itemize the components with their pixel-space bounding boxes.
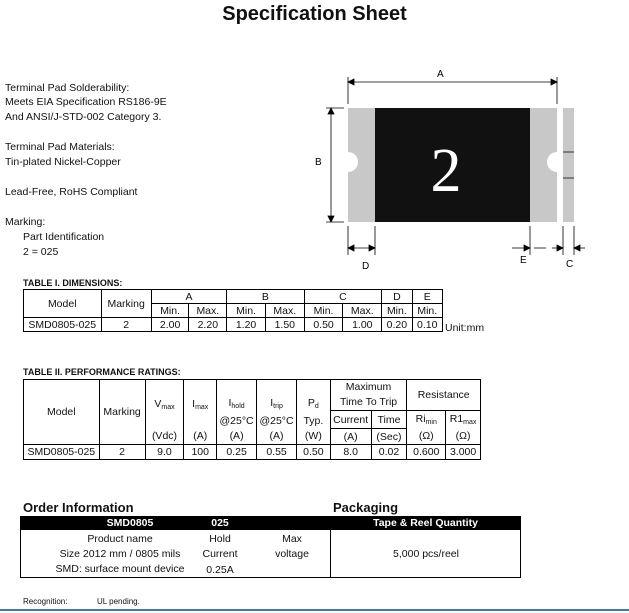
chip-side-view: [563, 108, 574, 222]
recognition-value: UL pending.: [97, 597, 140, 606]
label-a: A: [437, 69, 444, 80]
marking-title: Marking:: [5, 216, 46, 228]
left-terminal: [348, 108, 375, 222]
t2-rimin-header: $Ri_{min}$: [407, 411, 446, 429]
solderability-title: Terminal Pad Solderability:: [5, 82, 130, 94]
t1-cell: 1.00: [343, 318, 382, 332]
t1-minmax: Min.: [382, 304, 412, 318]
t2-max-time-header: Maximum Time To Trip: [330, 380, 407, 411]
t1-minmax: Min.: [412, 304, 442, 318]
t1-minmax: Min.: [304, 304, 343, 318]
t1-minmax: Max.: [265, 304, 304, 318]
t2-cell: 9.0: [145, 445, 184, 460]
order-max: Max: [282, 533, 302, 545]
table-row: [24, 445, 481, 460]
t2-cell: 8.0: [330, 445, 371, 460]
t2-unit: (Ω): [446, 429, 481, 445]
t1-minmax: Max.: [189, 304, 227, 318]
order-smd: SMD: surface mount device: [55, 563, 185, 575]
t2-ihold-header: $I_{hold}$ @25°C: [217, 380, 257, 429]
dimension-e: [512, 226, 546, 255]
order-code: SMD0805: [106, 517, 154, 529]
solderability-line-1: Meets EIA Specification RS186-9E: [5, 96, 167, 108]
t2-cell: 100: [184, 445, 217, 460]
marking-value: 2 = 025: [23, 246, 59, 258]
label-d: D: [362, 261, 370, 272]
t2-cell: 2: [99, 445, 145, 460]
t2-unit: (Vdc): [145, 429, 184, 445]
t2-unit: (Sec): [371, 429, 407, 445]
packaging-heading: Packaging: [333, 500, 399, 515]
leadfree-text: Lead-Free, RoHS Compliant: [5, 186, 138, 198]
label-b: B: [315, 157, 322, 168]
t2-itrip-header: $I_{trip}$ @25°C: [257, 380, 297, 429]
t2-cell: 3.000: [446, 445, 481, 460]
order-size: Size 2012 mm / 0805 mils: [59, 548, 181, 560]
t1-group-b: B: [227, 290, 305, 304]
right-terminal: [530, 108, 557, 222]
table2-caption: TABLE II. PERFORMANCE RATINGS:: [23, 367, 181, 377]
packaging-quantity: 5,000 pcs/reel: [393, 548, 459, 560]
performance-table: [23, 379, 481, 460]
chip-marking: 2: [430, 137, 462, 205]
order-hold: Hold: [209, 533, 231, 545]
t2-marking-header: Marking: [99, 380, 145, 445]
t1-cell: 0.50: [304, 318, 343, 332]
t2-cell: 0.600: [407, 445, 446, 460]
t2-unit: (A): [217, 429, 257, 445]
page-title: Specification Sheet: [222, 3, 407, 25]
order-heading: Order Information: [23, 500, 134, 515]
t1-cell: 1.50: [265, 318, 304, 332]
dimensions-table: [23, 289, 443, 332]
label-c: C: [566, 259, 574, 270]
t2-time-header: Time: [371, 411, 407, 429]
packaging-bar-title: Tape & Reel Quantity: [373, 517, 478, 529]
order-product-name: Product name: [87, 533, 153, 545]
t1-cell: 0.20: [382, 318, 412, 332]
t2-unit: (A): [184, 429, 217, 445]
materials-title: Terminal Pad Materials:: [5, 141, 115, 153]
t1-model-header: Model: [24, 290, 102, 318]
t2-unit: (Ω): [407, 429, 446, 445]
dimension-b: [326, 108, 344, 222]
order-voltage: voltage: [275, 548, 309, 560]
t2-current-header: Current: [330, 411, 371, 429]
t2-unit: (A): [330, 429, 371, 445]
solderability-line-2: And ANSI/J-STD-002 Category 3.: [5, 111, 162, 123]
t1-group-a: A: [151, 290, 226, 304]
order-rating: 025: [211, 517, 229, 529]
label-e: E: [520, 255, 527, 266]
materials-value: Tin-plated Nickel-Copper: [5, 156, 121, 168]
footer-rule: [0, 609, 629, 611]
t2-cell: SMD0805-025: [24, 445, 100, 460]
table1-caption: TABLE I. DIMENSIONS:: [23, 278, 123, 288]
t2-cell: 0.55: [257, 445, 297, 460]
dimension-diagram: [300, 60, 629, 275]
t1-minmax: Min.: [227, 304, 266, 318]
table-row: [24, 318, 443, 332]
chip-top-view: [348, 108, 557, 222]
t2-vmax-header: $V_{max}$: [145, 380, 184, 429]
recognition-label: Recognition:: [23, 597, 68, 606]
side-body: [563, 108, 574, 222]
t2-imax-header: $I_{max}$: [184, 380, 217, 429]
t1-cell: SMD0805-025: [24, 318, 102, 332]
dimension-d: [348, 226, 375, 255]
t2-resistance-header: Resistance: [407, 380, 481, 411]
t1-cell: 0.10: [412, 318, 442, 332]
t1-group-d: D: [382, 290, 412, 304]
t2-unit: (A): [257, 429, 297, 445]
t2-cell: 0.25: [217, 445, 257, 460]
t1-group-c: C: [304, 290, 382, 304]
t1-group-e: E: [412, 290, 442, 304]
t1-minmax: Min.: [151, 304, 189, 318]
order-current: Current: [202, 548, 238, 560]
dimension-a: [348, 77, 557, 104]
t2-cell: 0.02: [371, 445, 407, 460]
t2-cell: 0.50: [297, 445, 331, 460]
unit-label: Unit:mm: [445, 322, 485, 334]
t2-pd-header: $P_d$ Typ.: [297, 380, 331, 429]
t1-minmax: Max.: [343, 304, 382, 318]
t1-cell: 2: [101, 318, 151, 332]
t1-cell: 2.20: [189, 318, 227, 332]
order-hold-value: 0.25A: [206, 564, 234, 576]
t1-marking-header: Marking: [101, 290, 151, 318]
t1-cell: 1.20: [227, 318, 266, 332]
t2-r1max-header: $R1_{max}$: [446, 411, 481, 429]
t2-unit: (W): [297, 429, 331, 445]
marking-sub: Part Identification: [23, 231, 105, 243]
t2-model-header: Model: [24, 380, 100, 445]
t1-cell: 2.00: [151, 318, 189, 332]
dimension-c: [552, 226, 585, 255]
